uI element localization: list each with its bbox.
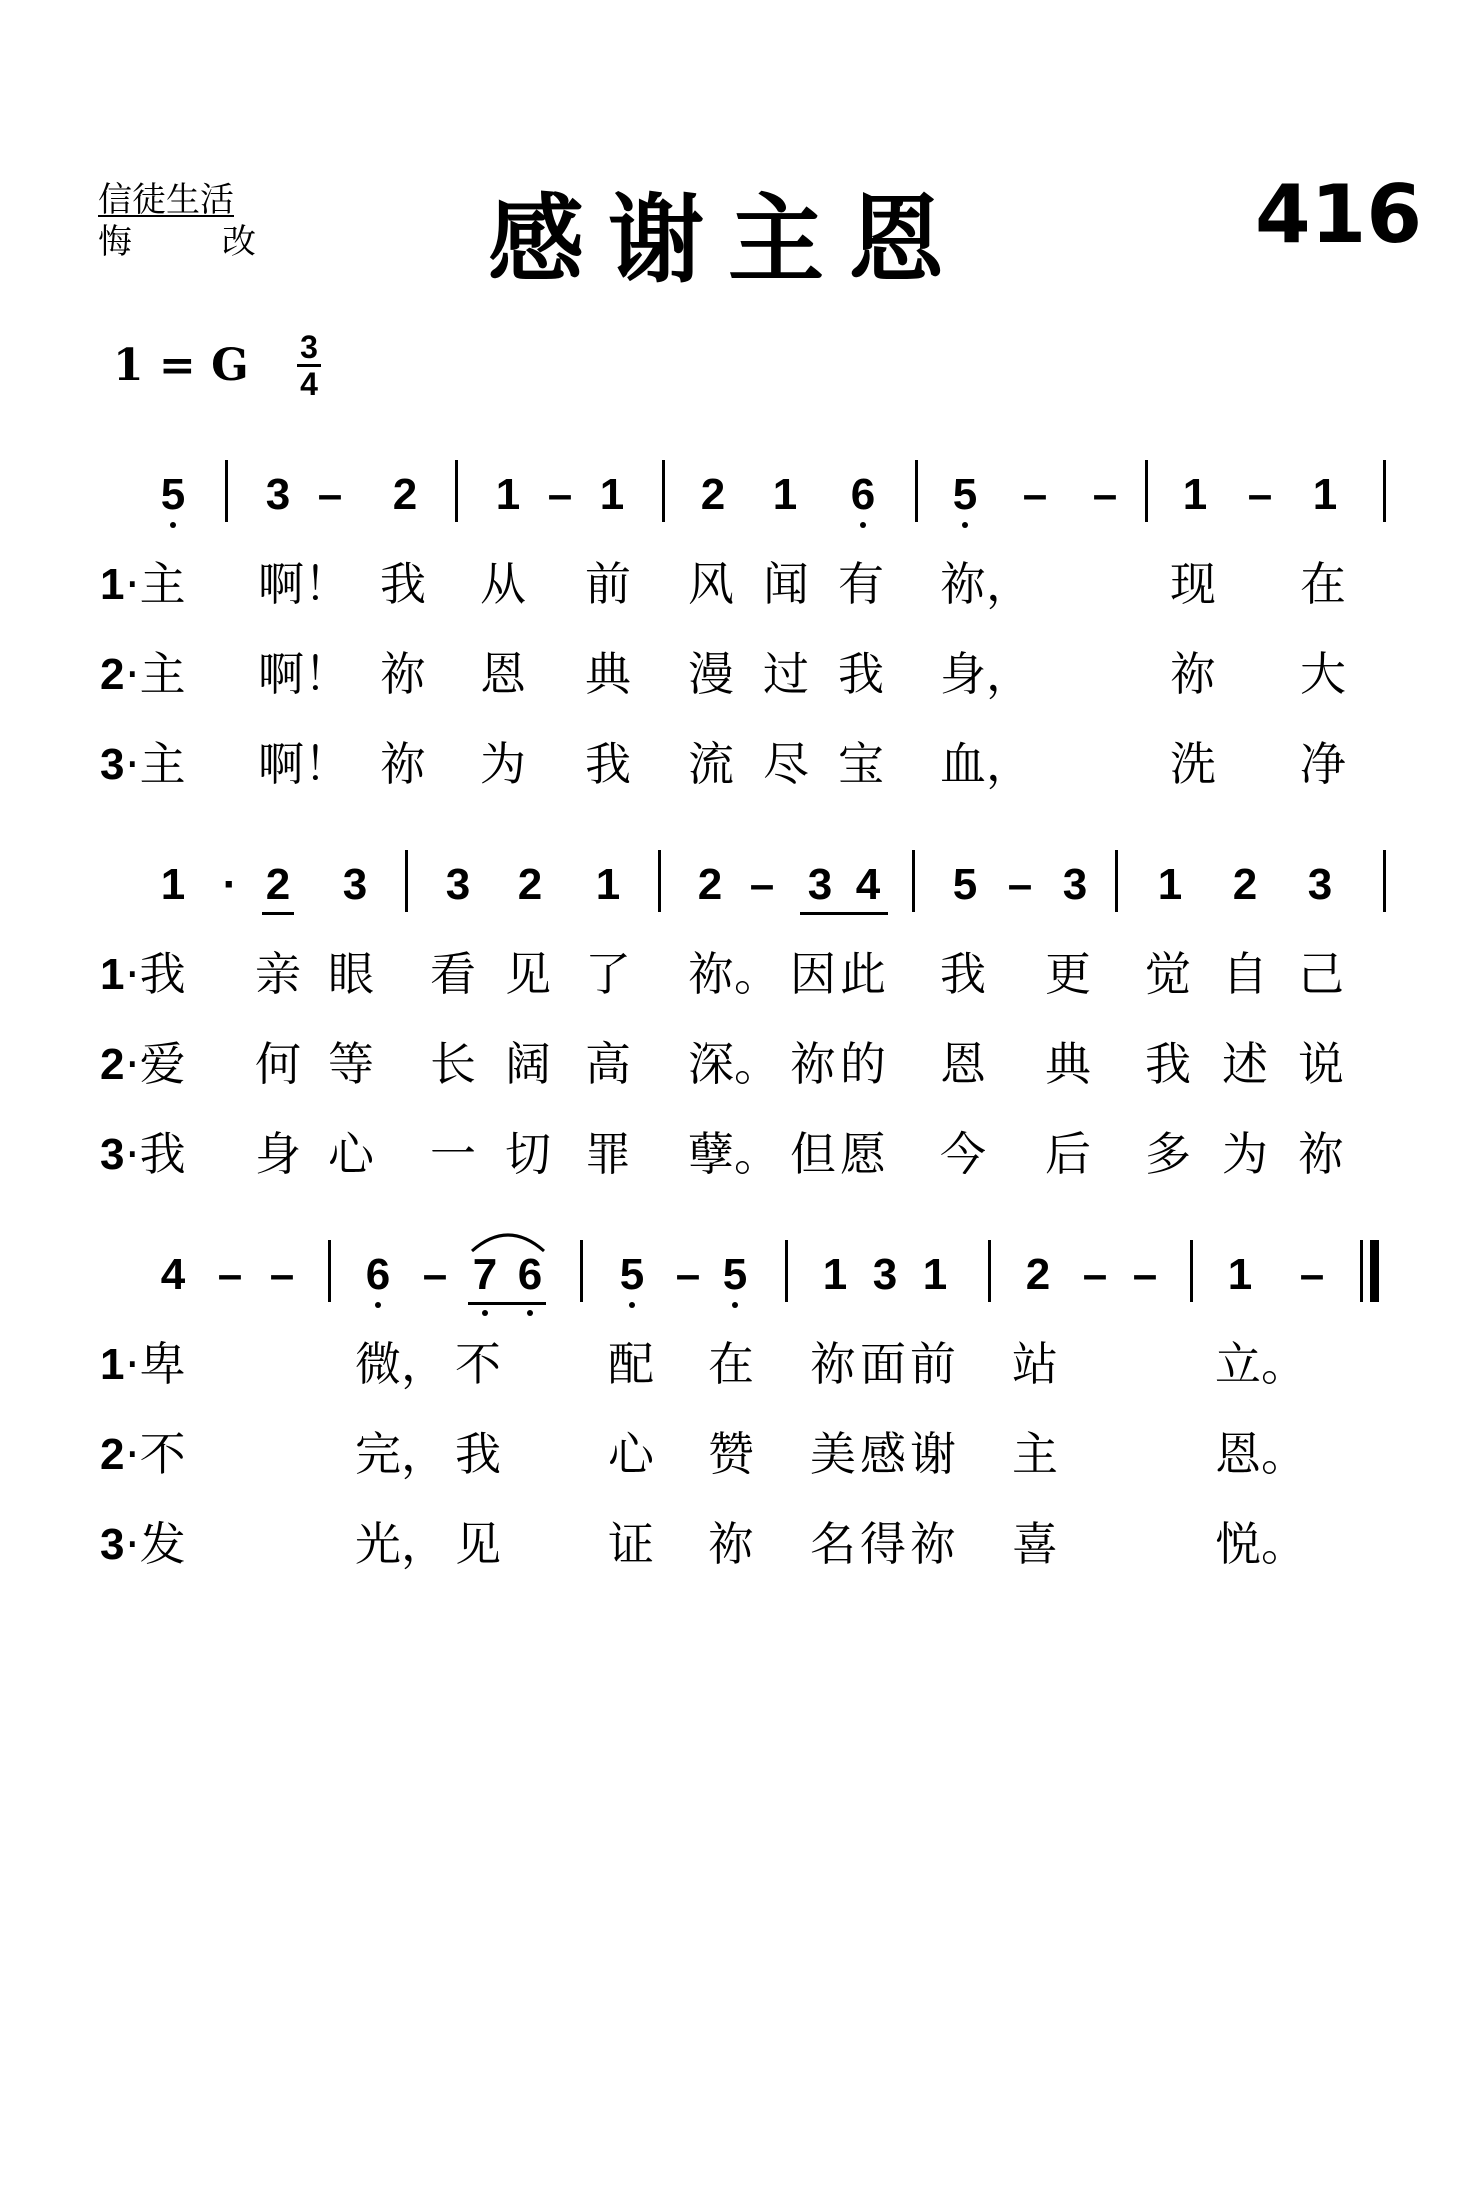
lyric: 谢 <box>910 1427 956 1481</box>
note: 1 <box>495 470 521 519</box>
dot-rhythm: · <box>222 860 238 909</box>
lyric: 立。 <box>1215 1337 1307 1391</box>
note: 2 <box>697 860 723 909</box>
note: 2 <box>392 470 418 519</box>
lyric: 闻 <box>763 557 809 611</box>
lyric: 更 <box>1045 947 1091 1001</box>
note: – <box>422 1250 448 1299</box>
lyric: 过 <box>763 647 809 701</box>
low-octave-dot <box>375 1302 381 1308</box>
lyric: ·主 <box>125 557 186 611</box>
barline <box>1190 1240 1193 1302</box>
lyric: 等 <box>328 1037 374 1091</box>
low-octave-dot <box>527 1310 533 1316</box>
lyric: 祢 <box>380 647 426 701</box>
verse-number: 1 <box>100 950 125 999</box>
low-octave-dot <box>629 1302 635 1308</box>
lyric: 为 <box>1222 1127 1268 1181</box>
note: – <box>1092 470 1118 519</box>
note: 5 <box>619 1250 645 1299</box>
barline <box>662 460 665 522</box>
note: 4 <box>160 1250 186 1299</box>
note: 5 <box>160 470 186 519</box>
lyric: 前 <box>585 557 631 611</box>
note: – <box>269 1250 295 1299</box>
lyric: 现 <box>1170 557 1216 611</box>
lyric: 宝 <box>838 737 884 791</box>
tie-slur <box>468 1225 548 1255</box>
verse-number: 3 <box>100 740 125 789</box>
note: 3 <box>1062 860 1088 909</box>
lyric: ·不 <box>125 1427 186 1481</box>
lyric: 一 <box>430 1127 476 1181</box>
note: 6 <box>850 470 876 519</box>
lyric: 但 <box>790 1127 836 1181</box>
lyric: 感 <box>860 1427 906 1481</box>
lyric: 身， <box>940 647 1032 701</box>
lyric: 见 <box>505 947 551 1001</box>
lyric: ·爱 <box>125 1037 186 1091</box>
verse-number: 2 <box>100 1430 125 1479</box>
lyric: 我 <box>838 647 884 701</box>
low-octave-dot <box>860 522 866 528</box>
lyric: 心 <box>328 1127 374 1181</box>
barline <box>658 850 661 912</box>
note: 2 <box>517 860 543 909</box>
lyric: 啊！ <box>258 647 350 701</box>
note: 5 <box>722 1250 748 1299</box>
note: – <box>1082 1250 1108 1299</box>
note: 5 <box>952 470 978 519</box>
lyric: ·我 <box>125 947 186 1001</box>
barline <box>328 1240 331 1302</box>
note: 1 <box>822 1250 848 1299</box>
note: – <box>317 470 343 519</box>
lyric: ·我 <box>125 1127 186 1181</box>
lyric: 证 <box>608 1517 654 1571</box>
lyric: 祢 <box>790 1037 836 1091</box>
lyric: 净 <box>1300 737 1346 791</box>
lyric: 典 <box>585 647 631 701</box>
time-signature <box>295 330 323 401</box>
key-signature: 1 = G <box>113 340 249 391</box>
lyric: 自 <box>1222 947 1268 1001</box>
lyric: 啊！ <box>258 557 350 611</box>
lyric: 眼 <box>328 947 374 1001</box>
lyric: 有 <box>838 557 884 611</box>
lyric: 前 <box>910 1337 956 1391</box>
source-category-char-2: 改 <box>222 222 256 262</box>
barline <box>785 1240 788 1302</box>
note: – <box>547 470 573 519</box>
verse-number: 3 <box>100 1130 125 1179</box>
lyric: 得 <box>860 1517 906 1571</box>
lyric: 的 <box>840 1037 886 1091</box>
lyric: 不 <box>455 1337 501 1391</box>
lyric: 配 <box>608 1337 654 1391</box>
lyric: 愿 <box>840 1127 886 1181</box>
lyric: 光， <box>355 1517 447 1571</box>
eighth-underline <box>800 912 888 915</box>
note: 1 <box>922 1250 948 1299</box>
lyric: 祢 <box>380 737 426 791</box>
note: 6 <box>365 1250 391 1299</box>
lyric: 大 <box>1300 647 1346 701</box>
note: 2 <box>1025 1250 1051 1299</box>
lyric: 风 <box>688 557 734 611</box>
lyric: 在 <box>708 1337 754 1391</box>
hymn-number: 416 <box>1255 168 1422 261</box>
verse-number: 2 <box>100 1040 125 1089</box>
lyric: 深。 <box>688 1037 780 1091</box>
lyric: 恩 <box>480 647 526 701</box>
lyric: 主 <box>1012 1427 1058 1481</box>
source-category-char-1: 悔 <box>98 222 132 262</box>
note: 1 <box>1227 1250 1253 1299</box>
lyric: ·发 <box>125 1517 186 1571</box>
note: 2 <box>700 470 726 519</box>
lyric: ·主 <box>125 737 186 791</box>
verse-number: 2 <box>100 650 125 699</box>
lyric: 我 <box>455 1427 501 1481</box>
lyric: 面 <box>860 1337 906 1391</box>
lyric: 祢。 <box>688 947 780 1001</box>
note: 4 <box>855 860 881 909</box>
lyric: 此 <box>840 947 886 1001</box>
lyric: 祢， <box>940 557 1032 611</box>
lyric: 阔 <box>505 1037 551 1091</box>
lyric: 从 <box>480 557 526 611</box>
lyric: 我 <box>380 557 426 611</box>
note: 1 <box>772 470 798 519</box>
note: 1 <box>160 860 186 909</box>
lyric: 名 <box>810 1517 856 1571</box>
note: – <box>1022 470 1048 519</box>
lyric: 觉 <box>1145 947 1191 1001</box>
lyric: 祢 <box>1298 1127 1344 1181</box>
note: 7 <box>472 1250 498 1299</box>
meter-top: 3 <box>300 329 318 365</box>
note: – <box>749 860 775 909</box>
lyric: 今 <box>940 1127 986 1181</box>
lyric: 我 <box>585 737 631 791</box>
lyric: 多 <box>1145 1127 1191 1181</box>
note: 3 <box>342 860 368 909</box>
lyric: 悦。 <box>1215 1517 1307 1571</box>
barline <box>1383 460 1386 522</box>
lyric: 完， <box>355 1427 447 1481</box>
lyric: 祢 <box>910 1517 956 1571</box>
barline <box>1383 850 1386 912</box>
lyric: 在 <box>1300 557 1346 611</box>
barline <box>988 1240 991 1302</box>
note: 1 <box>1157 860 1183 909</box>
lyric: 典 <box>1045 1037 1091 1091</box>
barline <box>580 1240 583 1302</box>
note: 6 <box>517 1250 543 1299</box>
lyric: 见 <box>455 1517 501 1571</box>
barline <box>915 460 918 522</box>
lyric: 祢 <box>810 1337 856 1391</box>
note: 2 <box>265 860 291 909</box>
note: – <box>675 1250 701 1299</box>
note: 2 <box>1232 860 1258 909</box>
lyric: 己 <box>1298 947 1344 1001</box>
source-collection: 信徒生活 <box>98 180 234 220</box>
lyric: 血， <box>940 737 1032 791</box>
barline <box>405 850 408 912</box>
low-octave-dot <box>732 1302 738 1308</box>
note: 3 <box>445 860 471 909</box>
barline <box>912 850 915 912</box>
note: – <box>1132 1250 1158 1299</box>
verse-number: 3 <box>100 1520 125 1569</box>
note: 3 <box>872 1250 898 1299</box>
lyric: 美 <box>810 1427 856 1481</box>
note: 3 <box>265 470 291 519</box>
note: 1 <box>1182 470 1208 519</box>
barline <box>1145 460 1148 522</box>
barline <box>225 460 228 522</box>
note: – <box>1247 470 1273 519</box>
lyric: 孽。 <box>688 1127 780 1181</box>
lyric: 漫 <box>688 647 734 701</box>
lyric: 说 <box>1298 1037 1344 1091</box>
note: 1 <box>595 860 621 909</box>
lyric: 恩。 <box>1215 1427 1307 1481</box>
note: 1 <box>599 470 625 519</box>
verse-number: 1 <box>100 560 125 609</box>
lyric: ·卑 <box>125 1337 186 1391</box>
barline <box>1115 850 1118 912</box>
lyric: 因 <box>790 947 836 1001</box>
note: – <box>1007 860 1033 909</box>
low-octave-dot <box>482 1310 488 1316</box>
lyric: 恩 <box>940 1037 986 1091</box>
final-barline-thick <box>1370 1240 1379 1302</box>
lyric: 祢 <box>1170 647 1216 701</box>
lyric: 何 <box>255 1037 301 1091</box>
lyric: ·主 <box>125 647 186 701</box>
lyric: 亲 <box>255 947 301 1001</box>
lyric: 流 <box>688 737 734 791</box>
final-barline-thin <box>1360 1240 1363 1302</box>
note: 3 <box>1307 860 1333 909</box>
lyric: 洗 <box>1170 737 1216 791</box>
lyric: 述 <box>1222 1037 1268 1091</box>
lyric: 罪 <box>585 1127 631 1181</box>
lyric: 高 <box>585 1037 631 1091</box>
lyric: 为 <box>480 737 526 791</box>
meter-bottom: 4 <box>300 366 318 402</box>
note: – <box>1299 1250 1325 1299</box>
note: – <box>217 1250 243 1299</box>
lyric: 站 <box>1012 1337 1058 1391</box>
lyric: 赞 <box>708 1427 754 1481</box>
lyric: 啊！ <box>258 737 350 791</box>
lyric: 看 <box>430 947 476 1001</box>
note: 3 <box>807 860 833 909</box>
lyric: 喜 <box>1012 1517 1058 1571</box>
hymn-title: 感谢主恩 <box>488 183 968 296</box>
lyric: 尽 <box>763 737 809 791</box>
lyric: 祢 <box>708 1517 754 1571</box>
lyric: 微， <box>355 1337 447 1391</box>
barline <box>455 460 458 522</box>
eighth-underline <box>468 1302 546 1305</box>
verse-number: 1 <box>100 1340 125 1389</box>
lyric: 心 <box>608 1427 654 1481</box>
lyric: 后 <box>1045 1127 1091 1181</box>
lyric: 切 <box>505 1127 551 1181</box>
eighth-underline <box>262 912 294 915</box>
note: 5 <box>952 860 978 909</box>
lyric: 我 <box>1145 1037 1191 1091</box>
lyric: 身 <box>255 1127 301 1181</box>
lyric: 我 <box>940 947 986 1001</box>
low-octave-dot <box>962 522 968 528</box>
lyric: 长 <box>430 1037 476 1091</box>
low-octave-dot <box>170 522 176 528</box>
lyric: 了 <box>585 947 631 1001</box>
note: 1 <box>1312 470 1338 519</box>
